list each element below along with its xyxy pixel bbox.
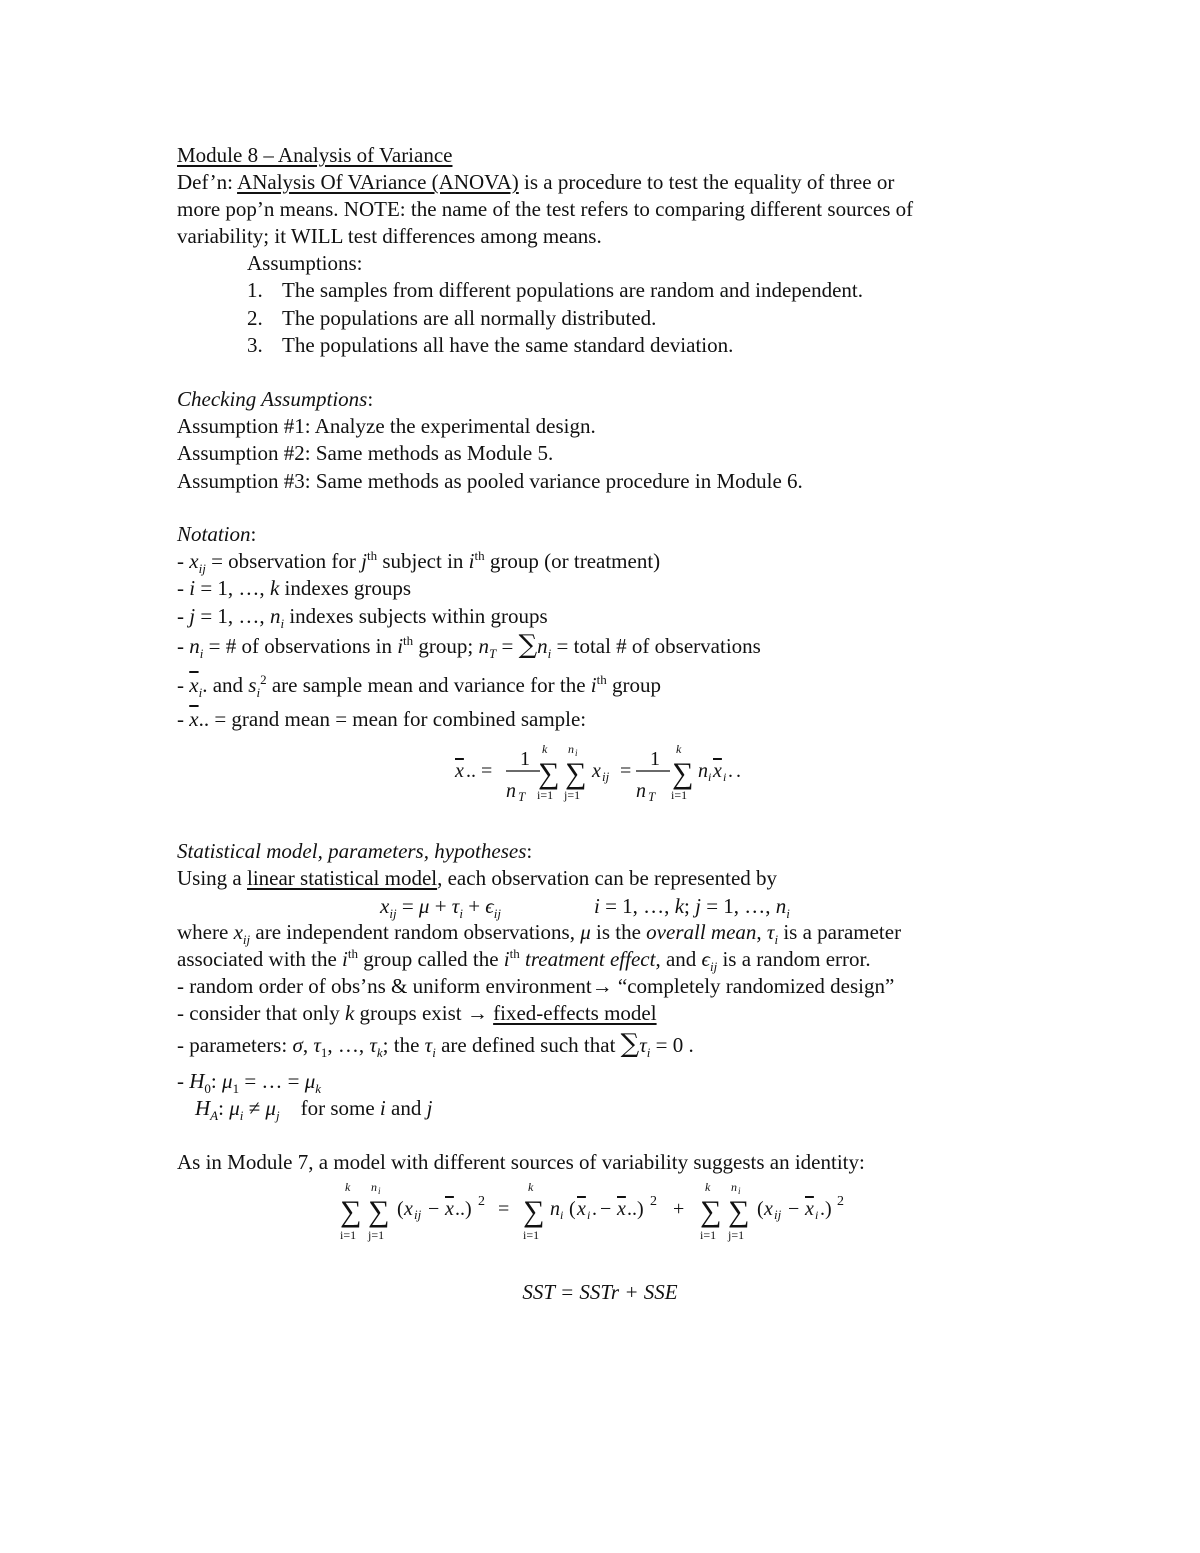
notation-line-5: - $\overline{x}_i$. and $s_i^2$ are sample mean and variance for the $i^{th}$ group <box>177 672 661 701</box>
svg-text:x: x <box>577 1198 586 1220</box>
notation-text: group (or treatment) <box>484 549 661 573</box>
svg-text:+: + <box>673 1198 685 1220</box>
model-text: is a parameter <box>778 920 902 944</box>
model-line-4: associated with the $i^{th}$ group called the $i^{th}$ treatment effect, and $\epsilon_{ij}$ is a random error. <box>177 946 871 975</box>
check-line-3: Assumption #3: Same methods as pooled variance procedure in Module 6. <box>177 469 803 493</box>
svg-text:2: 2 <box>478 1194 485 1209</box>
treatment-effect-term: treatment effect <box>525 947 656 971</box>
svg-text:j=1: j=1 <box>564 788 581 802</box>
colon: : <box>367 387 374 411</box>
svg-text:x: x <box>617 1198 626 1220</box>
svg-text:n: n <box>550 1198 560 1220</box>
check-line-2: Assumption #2: Same methods as Module 5. <box>177 441 554 465</box>
model-line-6: - consider that only k groups exist → fixed-effects model <box>177 1001 657 1025</box>
svg-text:=: = <box>498 1198 510 1220</box>
svg-text:i: i <box>587 1208 591 1222</box>
svg-text:T: T <box>518 789 526 804</box>
colon: : <box>526 839 533 863</box>
svg-text:∑: ∑ <box>538 757 560 790</box>
notation-text: subject in <box>377 549 469 573</box>
svg-text:−: − <box>428 1198 440 1220</box>
model-text: and <box>385 1096 427 1120</box>
notation-line-3: - j = 1, …, $n_i$ indexes subjects within groups <box>177 604 548 632</box>
notation-text: group <box>606 673 661 697</box>
model-text: , and <box>655 947 702 971</box>
svg-text:∑: ∑ <box>523 1195 545 1228</box>
svg-text:k: k <box>528 1180 534 1194</box>
svg-text:1: 1 <box>520 748 530 770</box>
svg-text:.: . <box>592 1198 597 1220</box>
defn-text: is a procedure to test the equality of three or <box>518 170 895 194</box>
notation-text: are sample mean and variance for the <box>266 673 591 697</box>
model-text: are independent random observations, <box>250 920 581 944</box>
model-text: - consider that only <box>177 1001 345 1025</box>
model-index-range: i = 1, …, k; j = 1, …, $n_i$ <box>594 894 790 922</box>
model-text: - parameters: <box>177 1033 293 1057</box>
svg-text:k: k <box>705 1180 711 1194</box>
model-text: groups exist → <box>354 1001 494 1025</box>
hypothesis-null: - $H_0$: $\mu_1$ = … = $\mu_k$ <box>177 1069 322 1097</box>
svg-text:i: i <box>815 1208 819 1222</box>
svg-text:.: . <box>728 760 733 782</box>
notation-line-6: - $\overline{x}$.. = grand mean = mean for combined sample: <box>177 707 587 731</box>
assumption-item-1: 1. The samples from different populations are random and independent. <box>247 278 864 302</box>
check-line-1: Assumption #1: Analyze the experimental design. <box>177 414 596 438</box>
svg-text:∑: ∑ <box>340 1195 362 1228</box>
svg-text:−: − <box>788 1198 800 1220</box>
svg-text:.. =: .. = <box>466 760 493 782</box>
assumption-text: The samples from different populations are random and independent. <box>282 278 864 302</box>
svg-text:∑: ∑ <box>700 1195 722 1228</box>
assumptions-heading: Assumptions: <box>247 251 363 275</box>
ss-identity-formula <box>335 1175 875 1250</box>
notation-text: = total # of observations <box>551 634 761 658</box>
svg-text:i: i <box>723 770 727 784</box>
linear-model-term: linear statistical model <box>247 866 438 890</box>
anova-term: ANalysis Of VAriance (ANOVA) <box>237 170 519 194</box>
svg-text:..): ..) <box>627 1198 644 1220</box>
assumption-item-3: 3. The populations all have the same standard deviation. <box>247 333 734 357</box>
svg-text:n: n <box>506 780 516 802</box>
model-equation: $x_{ij} = \mu + \tau_i + \epsilon_{ij}$ <box>380 894 501 922</box>
notation-line-2: - i = 1, …, k indexes groups <box>177 576 412 600</box>
model-line-7: - parameters: σ, $\tau_1$, …, $\tau_k$; the $\tau_i$ are defined such that $\sum\tau_i = 0$ . <box>177 1029 694 1061</box>
svg-text:x: x <box>592 760 601 782</box>
notation-line-1: - $x_{ij}$ = observation for $j^{th}$ subject in $i^{th}$ group (or treatment) <box>177 548 661 577</box>
svg-text:.): .) <box>820 1198 832 1220</box>
svg-text:1: 1 <box>650 748 660 770</box>
svg-text:k: k <box>542 742 548 756</box>
notation-text: = grand mean = mean for combined sample: <box>209 707 587 731</box>
sst-equation: SST = SSTr + SSE <box>522 1280 678 1304</box>
svg-text:i: i <box>738 1186 741 1196</box>
notation-text: = observation for <box>205 549 362 573</box>
model-text: is the <box>590 920 647 944</box>
svg-text:.: . <box>736 760 741 782</box>
svg-text:n: n <box>636 780 646 802</box>
model-text: for some <box>300 1096 380 1120</box>
definition-line-3: variability; it WILL test differences among means. <box>177 224 602 248</box>
svg-text:n: n <box>698 760 708 782</box>
svg-text:i: i <box>378 1186 381 1196</box>
svg-text:i=1: i=1 <box>671 788 688 802</box>
svg-text:i=1: i=1 <box>523 1228 540 1242</box>
svg-text:n: n <box>568 742 574 756</box>
svg-text:..): ..) <box>455 1198 472 1220</box>
checking-heading <box>177 386 373 413</box>
model-text: ; the <box>382 1033 425 1057</box>
assumption-text: The populations all have the same standard deviation. <box>282 333 734 357</box>
svg-text:i=1: i=1 <box>700 1228 717 1242</box>
defn-prefix: Def’n: <box>177 170 238 194</box>
svg-text:x: x <box>764 1198 773 1220</box>
svg-text:(: ( <box>569 1198 576 1220</box>
svg-text:j=1: j=1 <box>728 1228 745 1242</box>
notation-text: = # of observations in <box>203 634 398 658</box>
svg-text:ij: ij <box>774 1207 782 1222</box>
model-text: where <box>177 920 234 944</box>
svg-text:n: n <box>731 1180 737 1194</box>
svg-text:∑: ∑ <box>368 1195 390 1228</box>
notation-text: indexes subjects within groups <box>284 604 548 628</box>
svg-text:∑: ∑ <box>565 757 587 790</box>
svg-text:i: i <box>560 1208 564 1222</box>
svg-text:x: x <box>713 760 722 782</box>
fixed-effects-term: fixed-effects model <box>493 1001 657 1025</box>
definition-line-1 <box>177 169 894 196</box>
notation-text: and <box>207 673 249 697</box>
checking-heading-text: Checking Assumptions <box>177 387 368 411</box>
assumption-item-2: 2. The populations are all normally distributed. <box>247 306 657 330</box>
svg-text:=: = <box>620 760 632 782</box>
svg-text:∑: ∑ <box>728 1195 750 1228</box>
colon: : <box>250 522 257 546</box>
model-text: are defined such that <box>435 1033 621 1057</box>
model-line-5: - random order of obs’ns & uniform environment→ “completely randomized design” <box>177 974 895 998</box>
svg-text:ij: ij <box>602 769 610 784</box>
model-heading <box>177 838 532 865</box>
notation-text: group; <box>413 634 479 658</box>
svg-text:2: 2 <box>837 1194 844 1209</box>
svg-text:2: 2 <box>650 1194 657 1209</box>
notation-text: indexes groups <box>279 576 412 600</box>
svg-text:k: k <box>345 1180 351 1194</box>
model-text: is a random error. <box>717 947 871 971</box>
model-text: group called the <box>358 947 504 971</box>
module-title: Module 8 – Analysis of Variance <box>177 143 453 167</box>
definition-line-2: more pop’n means. NOTE: the name of the test refers to comparing different sources of <box>177 197 914 221</box>
svg-text:i=1: i=1 <box>340 1228 357 1242</box>
grand-mean-formula <box>440 735 780 805</box>
svg-text:x: x <box>445 1198 454 1220</box>
overall-mean-term: overall mean <box>646 920 757 944</box>
model-line-1 <box>177 865 777 892</box>
svg-text:k: k <box>676 742 682 756</box>
svg-text:n: n <box>371 1180 377 1194</box>
svg-text:−: − <box>600 1198 612 1220</box>
identity-intro: As in Module 7, a model with different sources of variability suggests an identity: <box>177 1150 865 1174</box>
svg-text:j=1: j=1 <box>368 1228 385 1242</box>
svg-text:i=1: i=1 <box>537 788 554 802</box>
model-text: , each observation can be represented by <box>437 866 778 890</box>
svg-text:i: i <box>575 748 578 758</box>
model-heading-text: Statistical model, parameters, hypotheses <box>177 839 527 863</box>
svg-text:x: x <box>455 760 464 782</box>
svg-text:ij: ij <box>414 1207 422 1222</box>
svg-text:x: x <box>404 1198 413 1220</box>
svg-text:(: ( <box>397 1198 404 1220</box>
hypothesis-alt: $H_A$: $\mu_i \ne \mu_j$ for some i and j <box>195 1096 433 1124</box>
model-text: Using a <box>177 866 247 890</box>
svg-text:∑: ∑ <box>672 757 694 790</box>
sum-symbol: ∑ <box>518 630 538 660</box>
svg-text:x: x <box>805 1198 814 1220</box>
svg-text:(: ( <box>757 1198 764 1220</box>
svg-text:i: i <box>708 770 712 784</box>
svg-text:T: T <box>648 789 656 804</box>
model-line-3: where $x_{ij}$ are independent random observations, μ is the overall mean, $\tau_i$ is a parameter <box>177 920 902 948</box>
model-text: associated with the <box>177 947 343 971</box>
assumption-text: The populations are all normally distributed. <box>282 306 657 330</box>
sum-symbol: ∑ <box>620 1029 640 1059</box>
notation-heading <box>177 521 256 548</box>
notation-heading-text: Notation <box>177 522 251 546</box>
notation-line-4: - $n_i$ = # of observations in $i^{th}$ group; $n_T = \sum n_i$ = total # of observations <box>177 630 761 662</box>
